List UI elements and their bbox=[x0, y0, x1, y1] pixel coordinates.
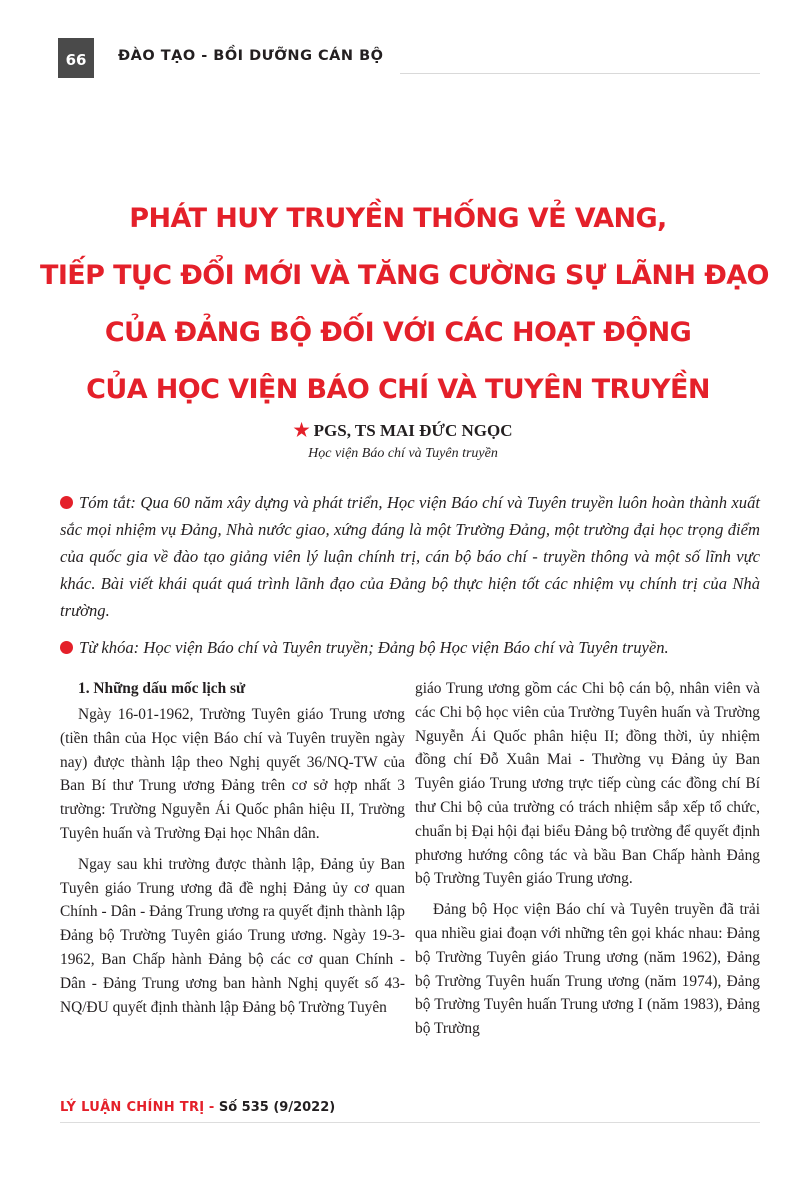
paragraph: giáo Trung ương gồm các Chi bộ cán bộ, nhân viên và các Chi bộ học viên của Trường Tuyên huấn và Trường Nguyễn Ái Quốc phân hiệu II; đồng thời, ủy nhiệm đồng chí Đỗ Xuân Mai - Thường vụ Đảng ủy Ban Tuyên giáo Trung ương trực tiếp cùng các đồng chí Bí thư Chi bộ của trường có trách nhiệm sắp xếp tổ chức, chuẩn bị Đại hội đại biểu Đảng bộ trường để quyết định phương hướng công tác và bầu Ban Chấp hành Đảng bộ Trường Tuyên giáo Trung ương. bbox=[415, 680, 760, 888]
paragraph: Ngày 16-01-1962, Trường Tuyên giáo Trung ương (tiền thân của Học viện Báo chí và Tuyên truyền ngày nay) được thành lập theo Nghị quyết 36/NQ-TW của Ban Bí thư Trung ương Đảng trên cơ sở hợp nhất 3 trường: Trường Nguyễn Ái Quốc phân hiệu II, Trường Tuyên huấn và Trường Đại học Nhân dân. bbox=[60, 706, 405, 842]
keywords bbox=[60, 634, 770, 661]
footer-separator: - bbox=[204, 1100, 219, 1115]
journal-name: LÝ LUẬN CHÍNH TRỊ bbox=[60, 1100, 205, 1115]
bullet-icon bbox=[60, 641, 73, 654]
author-affiliation: Học viện Báo chí và Tuyên truyền bbox=[308, 446, 498, 461]
author-line bbox=[0, 420, 796, 441]
body-column-left bbox=[60, 677, 405, 1026]
article-title bbox=[40, 190, 769, 418]
star-icon: ★ bbox=[293, 420, 310, 440]
body-column-right bbox=[415, 677, 760, 1048]
paragraph: Ngay sau khi trường được thành lập, Đảng ủy Ban Tuyên giáo Trung ương đã đề nghị Đảng ủy cơ quan Chính - Dân - Đảng Trung ương ra quyết định thành lập Đảng bộ Trường Tuyên giáo Trung ương. Ngày 19-3-1962, Ban Chấp hành Đảng bộ các cơ quan Chính - Dân - Đảng Trung ương ban hành Nghị quyết số 43-NQ/ĐU quyết định thành lập Đảng bộ Trường Tuyên bbox=[60, 855, 405, 1016]
author-name: PGS, TS MAI ĐỨC NGỌC bbox=[313, 421, 513, 440]
bullet-icon bbox=[60, 496, 73, 509]
section-heading: 1. Những dấu mốc lịch sử bbox=[78, 680, 246, 697]
title-line: PHÁT HUY TRUYỀN THỐNG VẺ VANG, bbox=[129, 203, 667, 234]
title-line: TIẾP TỤC ĐỔI MỚI VÀ TĂNG CƯỜNG SỰ LÃNH ĐẠO bbox=[40, 260, 769, 291]
title-line: CỦA ĐẢNG BỘ ĐỐI VỚI CÁC HOẠT ĐỘNG bbox=[104, 317, 692, 348]
page-footer bbox=[60, 1100, 335, 1115]
title-line: CỦA HỌC VIỆN BÁO CHÍ VÀ TUYÊN TRUYỀN bbox=[86, 374, 710, 405]
abstract bbox=[60, 489, 760, 624]
header-rule bbox=[400, 73, 760, 74]
issue-number: Số 535 (9/2022) bbox=[218, 1100, 336, 1115]
keywords-text: Từ khóa: Học viện Báo chí và Tuyên truyền; Đảng bộ Học viện Báo chí và Tuyên truyền. bbox=[79, 638, 669, 657]
page-header bbox=[58, 38, 758, 78]
section-label: ĐÀO TẠO - BỒI DƯỠNG CÁN BỘ bbox=[118, 48, 384, 64]
page-number: 66 bbox=[58, 38, 94, 78]
abstract-text: Tóm tắt: Qua 60 năm xây dựng và phát triển, Học viện Báo chí và Tuyên truyền luôn hoàn thành xuất sắc mọi nhiệm vụ Đảng, Nhà nước giao, xứng đáng là một Trường Đảng, một trường đại học trọng điểm của quốc gia về đào tạo giảng viên lý luận chính trị, cán bộ báo chí - truyền thông và một số lĩnh vực khác. Bài viết khái quát quá trình lãnh đạo của Đảng bộ thực hiện tốt các nhiệm vụ chính trị của Nhà trường. bbox=[60, 493, 760, 620]
footer-rule bbox=[60, 1122, 760, 1123]
paragraph: Đảng bộ Học viện Báo chí và Tuyên truyền đã trải qua nhiều giai đoạn với những tên gọi khác nhau: Đảng bộ Trường Tuyên giáo Trung ương (năm 1962), Đảng bộ Trường Tuyên huấn Trung ương (năm 1974), Đảng bộ Trường Tuyên huấn Trung ương I (năm 1983), Đảng bộ Trường bbox=[415, 901, 760, 1038]
